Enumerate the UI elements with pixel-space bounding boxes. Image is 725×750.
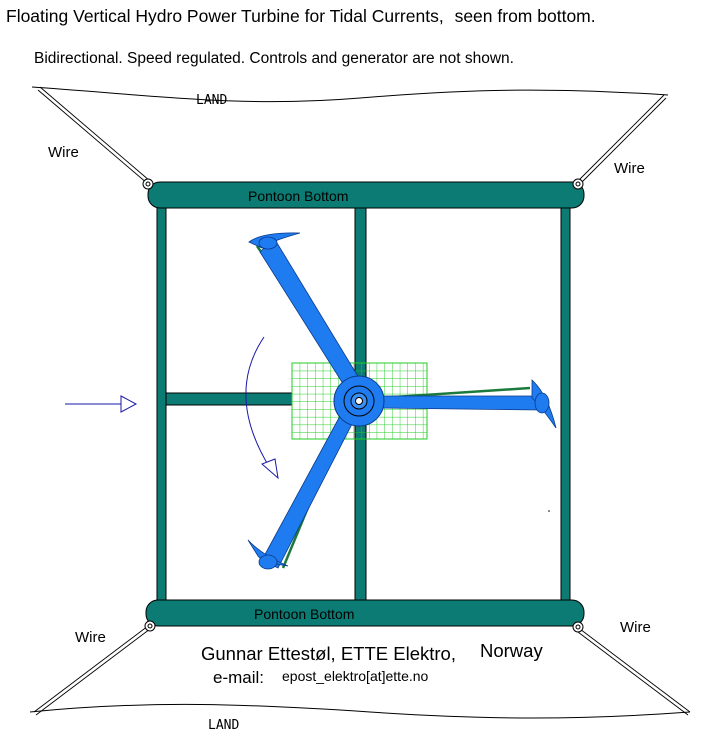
rotation-direction-arrowhead bbox=[262, 459, 278, 478]
hub bbox=[334, 376, 384, 426]
frame-right-post bbox=[561, 197, 570, 614]
frame-crossbar bbox=[166, 393, 292, 405]
pontoon-bottom bbox=[146, 600, 584, 626]
title bbox=[6, 6, 596, 26]
credit-email-value: epost_elektro[at]ette.no bbox=[282, 668, 429, 684]
title-main: Floating Vertical Hydro Power Turbine for Tidal Currents, bbox=[6, 6, 444, 26]
arm-right bbox=[380, 396, 540, 410]
wire-label-top-right: Wire bbox=[614, 160, 645, 177]
subtitle: Bidirectional. Speed regulated. Controls and generator are not shown. bbox=[34, 50, 514, 67]
land-top-line bbox=[32, 87, 668, 102]
credit-country: Norway bbox=[480, 640, 543, 661]
frame-center-post-bottom bbox=[355, 414, 366, 604]
pontoon-label-bottom: Pontoon Bottom bbox=[254, 606, 355, 622]
wire-label-bottom-right: Wire bbox=[620, 619, 651, 636]
land-bottom-line bbox=[30, 704, 690, 718]
pontoon-label-top: Pontoon Bottom bbox=[248, 188, 349, 204]
stray-dot bbox=[548, 510, 550, 512]
credit-author: Gunnar Ettestøl, ETTE Elektro, bbox=[201, 643, 456, 664]
wire-label-top-left: Wire bbox=[48, 144, 79, 161]
land-label-top: LAND bbox=[196, 93, 228, 108]
title-tail: seen from bottom. bbox=[454, 6, 596, 26]
wire-label-bottom-left: Wire bbox=[75, 629, 106, 646]
land-label-bottom: LAND bbox=[208, 718, 240, 733]
frame-left-post bbox=[157, 197, 166, 614]
credit-email-label: e-mail: bbox=[213, 668, 265, 687]
current-flow-arrowhead bbox=[121, 396, 136, 412]
pontoon-top bbox=[148, 182, 584, 208]
